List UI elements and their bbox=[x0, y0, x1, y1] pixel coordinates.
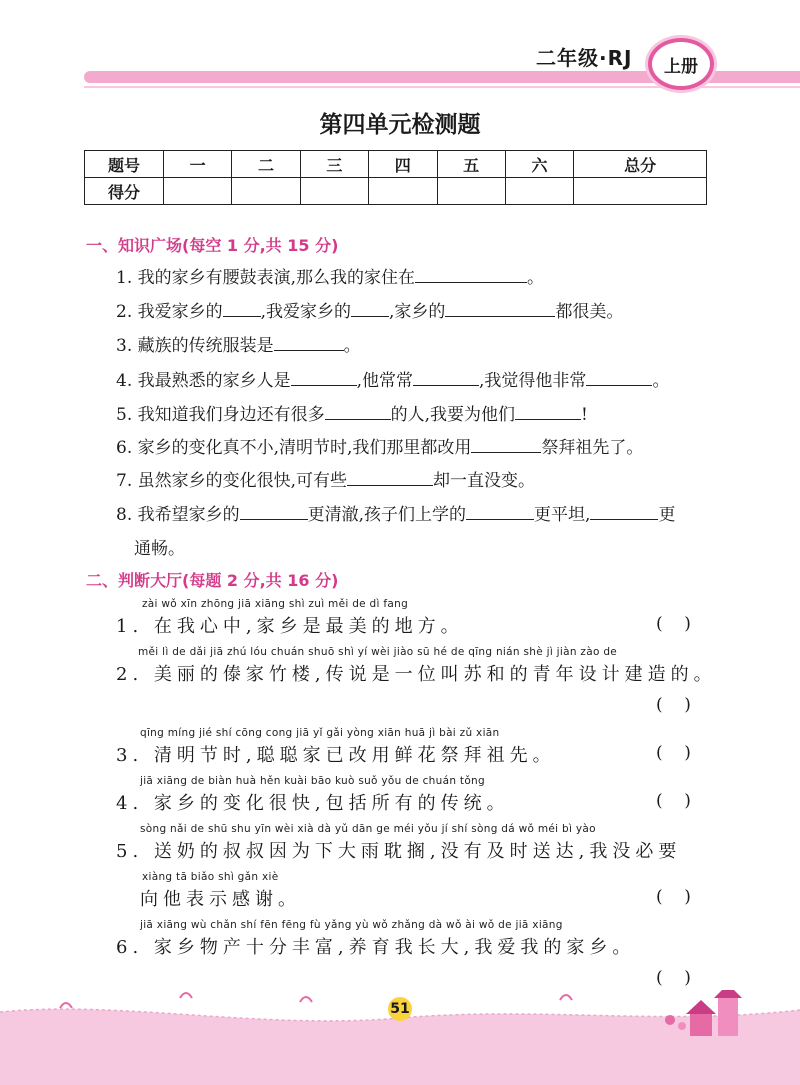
answer-blank[interactable] bbox=[466, 501, 534, 520]
answer-blank[interactable] bbox=[223, 298, 261, 317]
score-cell[interactable] bbox=[232, 178, 300, 205]
volume-label: 上册 bbox=[664, 56, 698, 77]
q4-text-d: 。 bbox=[652, 371, 670, 391]
volume-badge bbox=[648, 38, 714, 90]
answer-blank[interactable] bbox=[240, 501, 308, 520]
answer-blank[interactable] bbox=[415, 264, 527, 283]
q5-text-a: 5. 我知道我们身边还有很多 bbox=[116, 405, 325, 425]
answer-blank[interactable] bbox=[325, 401, 391, 420]
answer-paren[interactable]: ( ) bbox=[656, 614, 691, 634]
answer-paren[interactable]: ( ) bbox=[656, 695, 691, 715]
header-cell: 题号 bbox=[85, 151, 164, 178]
judge-item-1: 1. 在我心中,家乡是最美的地方。 bbox=[116, 616, 464, 637]
pinyin-line: zài wǒ xīn zhōng jiā xiāng shì zuì měi de dì fang bbox=[142, 598, 409, 610]
q2-text-a: 2. 我爱家乡的 bbox=[116, 302, 223, 322]
q8-text-d: 更 bbox=[658, 505, 676, 525]
score-cell[interactable] bbox=[505, 178, 573, 205]
pinyin-line: jiā xiāng wù chǎn shí fēn fēng fù yǎng yù wǒ zhǎng dà wǒ ài wǒ de jiā xiāng bbox=[140, 919, 563, 931]
judge-item-4: 4. 家乡的变化很快,包括所有的传统。 bbox=[116, 793, 510, 814]
q8-text-c: 更平坦, bbox=[534, 505, 591, 525]
page-title: 第四单元检测题 bbox=[319, 111, 481, 138]
q1-text-b: 。 bbox=[527, 268, 545, 288]
score-table-score-row bbox=[85, 178, 707, 205]
judge-item-5: 5. 送奶的叔叔因为下大雨耽搁,没有及时送达,我没必要 bbox=[116, 841, 682, 862]
question-4 bbox=[116, 366, 669, 391]
score-cell[interactable] bbox=[164, 178, 232, 205]
q1-text-a: 1. 我的家乡有腰鼓表演,那么我的家住在 bbox=[116, 268, 416, 288]
answer-blank[interactable] bbox=[351, 298, 389, 317]
question-2 bbox=[116, 297, 623, 322]
q2-text-b: ,我爱家乡的 bbox=[260, 302, 352, 322]
score-cell[interactable] bbox=[437, 178, 505, 205]
pinyin-line: sòng nǎi de shū shu yīn wèi xià dà yǔ dān ge méi yǒu jí shí sòng dá wǒ méi bì yào bbox=[140, 823, 596, 835]
question-8 bbox=[116, 500, 675, 525]
answer-paren[interactable]: ( ) bbox=[656, 743, 691, 763]
question-8-cont: 通畅。 bbox=[134, 539, 185, 559]
answer-paren[interactable]: ( ) bbox=[656, 887, 691, 907]
score-cell[interactable] bbox=[574, 178, 707, 205]
header-cell: 二 bbox=[232, 151, 300, 178]
judge-item-6: 6. 家乡物产十分丰富,养育我长大,我爱我的家乡。 bbox=[116, 937, 636, 958]
score-cell[interactable] bbox=[369, 178, 437, 205]
q6-text-b: 祭拜祖先了。 bbox=[541, 438, 644, 458]
header-cell: 一 bbox=[164, 151, 232, 178]
pinyin-line: jiā xiāng de biàn huà hěn kuài bāo kuò suǒ yǒu de chuán tǒng bbox=[140, 775, 485, 787]
score-cell[interactable] bbox=[300, 178, 368, 205]
pinyin-line: měi lì de dǎi jiā zhú lóu chuán shuō shì yí wèi jiào sū hé de qīng nián shè jì jiàn zào de bbox=[138, 646, 618, 658]
judge-item-2: 2. 美丽的傣家竹楼,传说是一位叫苏和的青年设计建造的。 bbox=[116, 664, 717, 685]
sprout-icon bbox=[60, 993, 572, 1008]
q8-text-b: 更清澈,孩子们上学的 bbox=[307, 505, 467, 525]
q6-text-a: 6. 家乡的变化真不小,清明节时,我们那里都改用 bbox=[116, 438, 472, 458]
judge-item-5-cont: 向他表示感谢。 bbox=[140, 889, 301, 910]
q5-text-b: 的人,我要为他们 bbox=[390, 405, 516, 425]
page-number: 51 bbox=[388, 997, 412, 1021]
q3-text-b: 。 bbox=[343, 336, 361, 356]
header-cell: 四 bbox=[369, 151, 437, 178]
answer-blank[interactable] bbox=[590, 501, 658, 520]
q3-text-a: 3. 藏族的传统服装是 bbox=[116, 336, 274, 356]
answer-blank[interactable] bbox=[471, 434, 541, 453]
answer-blank[interactable] bbox=[274, 332, 344, 351]
section1-title: 一、知识广场(每空 1 分,共 15 分) bbox=[86, 236, 339, 255]
q8-text-a: 8. 我希望家乡的 bbox=[116, 505, 240, 525]
q4-text-a: 4. 我最熟悉的家乡人是 bbox=[116, 371, 291, 391]
answer-blank[interactable] bbox=[445, 298, 555, 317]
q2-text-c: ,家乡的 bbox=[389, 302, 446, 322]
score-table bbox=[84, 150, 707, 205]
score-label: 得分 bbox=[85, 178, 164, 205]
score-table-header-row bbox=[85, 151, 707, 178]
pinyin-line: xiàng tā biǎo shì gǎn xiè bbox=[142, 871, 279, 883]
answer-paren[interactable]: ( ) bbox=[656, 968, 691, 988]
section2-title: 二、判断大厅(每题 2 分,共 16 分) bbox=[86, 571, 339, 590]
q4-text-c: ,我觉得他非常 bbox=[479, 371, 587, 391]
question-3 bbox=[116, 331, 361, 356]
answer-blank[interactable] bbox=[515, 401, 581, 420]
q2-text-d: 都很美。 bbox=[555, 302, 624, 322]
q7-text-b: 却一直没变。 bbox=[433, 471, 536, 491]
answer-paren[interactable]: ( ) bbox=[656, 791, 691, 811]
q4-text-b: ,他常常 bbox=[356, 371, 414, 391]
question-1 bbox=[116, 263, 544, 288]
q7-text-a: 7. 虽然家乡的变化很快,可有些 bbox=[116, 471, 348, 491]
question-7 bbox=[116, 466, 535, 491]
header-cell: 总分 bbox=[574, 151, 707, 178]
answer-blank[interactable] bbox=[586, 367, 652, 386]
q5-text-c: ! bbox=[581, 405, 588, 425]
question-5 bbox=[116, 400, 588, 425]
question-6 bbox=[116, 433, 643, 458]
header-cell: 五 bbox=[437, 151, 505, 178]
header-cell: 六 bbox=[505, 151, 573, 178]
header-cell: 三 bbox=[300, 151, 368, 178]
answer-blank[interactable] bbox=[413, 367, 479, 386]
pinyin-line: qīng míng jié shí cōng cong jiā yǐ gǎi yòng xiān huā jì bài zǔ xiān bbox=[140, 727, 500, 739]
answer-blank[interactable] bbox=[291, 367, 357, 386]
judge-item-3: 3. 清明节时,聪聪家已改用鲜花祭拜祖先。 bbox=[116, 745, 556, 766]
answer-blank[interactable] bbox=[347, 467, 433, 486]
grade-label: 二年级·RJ bbox=[536, 46, 633, 70]
